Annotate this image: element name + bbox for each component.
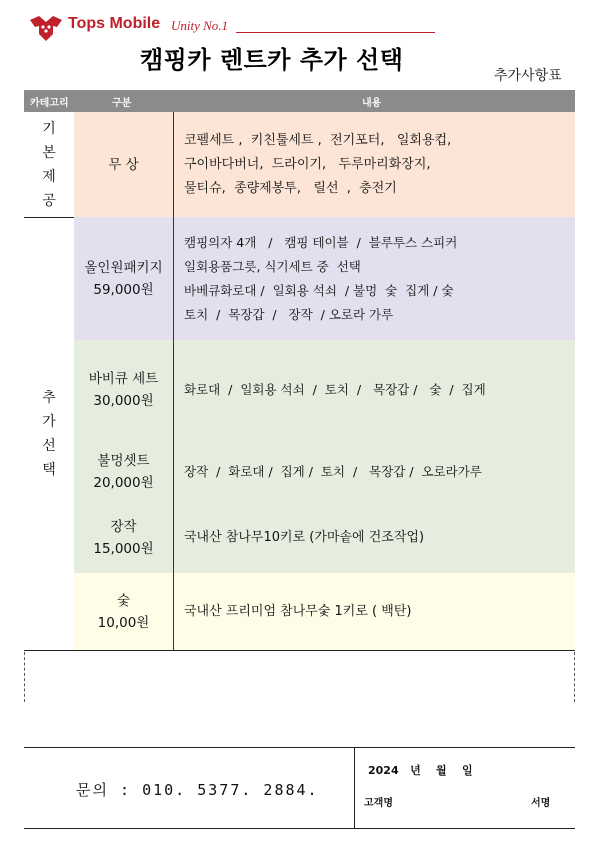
footer-top-border [24,747,575,748]
footer-divider [354,747,355,828]
content-allinone: 캠핑의자 4개 / 캠핑 테이블 / 블루투스 스피커 일회용품그릇, 식기세트 중 선택 바베큐화로대 / 일회용 석쇠 / 불멍 숯 집게 / 숯 토치 / 목장갑 / 장작 / 오로라 가루 [174,217,575,340]
content-charcoal: 국내산 프리미엄 참나무숯 1키로 ( 백탄) [174,573,575,650]
gubun-allinone: 올인원패키지 59,000원 [74,217,174,340]
brand-name: Tops Mobile [68,15,161,32]
memo-border-right [574,652,575,702]
content-bbq: 화로대 / 일회용 석쇠 / 토치 / 목장갑 / 숯 / 집게 [174,340,575,440]
gubun-bulmeong: 불멍셋트 20,000원 [74,440,174,503]
content-bulmeong: 장작 / 화로대 / 집게 / 토치 / 목장갑 / 오로라가루 [174,440,575,503]
header-category: 카테고리 [30,98,69,109]
brand-tagline: Unity No.1 [171,18,229,33]
gubun-basic: 무 상 [74,112,174,217]
content-firewood: 국내산 참나무10키로 (가마솥에 건조작업) [174,503,575,573]
signature-label: 서명 [531,798,551,809]
gubun-firewood: 장작 15,000원 [74,503,174,573]
table-header [24,90,575,112]
brand-divider [236,32,435,33]
gubun-charcoal: 숯 10,00원 [74,573,174,650]
dice-logo-icon [28,12,64,42]
footer-bottom-border [24,828,575,829]
category-basic: 기본제공 [42,120,56,209]
customer-name-label: 고객명 [364,798,393,809]
contact-phone: 문의 : 010. 5377. 2884. [76,781,319,799]
gubun-bbq: 바비큐 세트 30,000원 [74,340,174,440]
row-divider [24,650,575,651]
content-basic: 코펠세트 , 키친툴세트 , 전기포터, 일회용컵, 구이바다버너, 드라이기, 두루마리화장지, 물티슈, 종량제봉투, 릴선 , 충전기 [174,112,575,217]
category-options: 추가선택 [42,389,56,478]
header-gubun: 구분 [112,98,132,109]
page-subtitle: 추가사항표 [494,68,562,84]
memo-border-left [24,652,25,702]
date-field: 2024 년 월 일 [368,764,473,777]
header-content: 내용 [362,98,382,109]
page-title: 캠핑카 렌트카 추가 선택 [140,46,404,74]
